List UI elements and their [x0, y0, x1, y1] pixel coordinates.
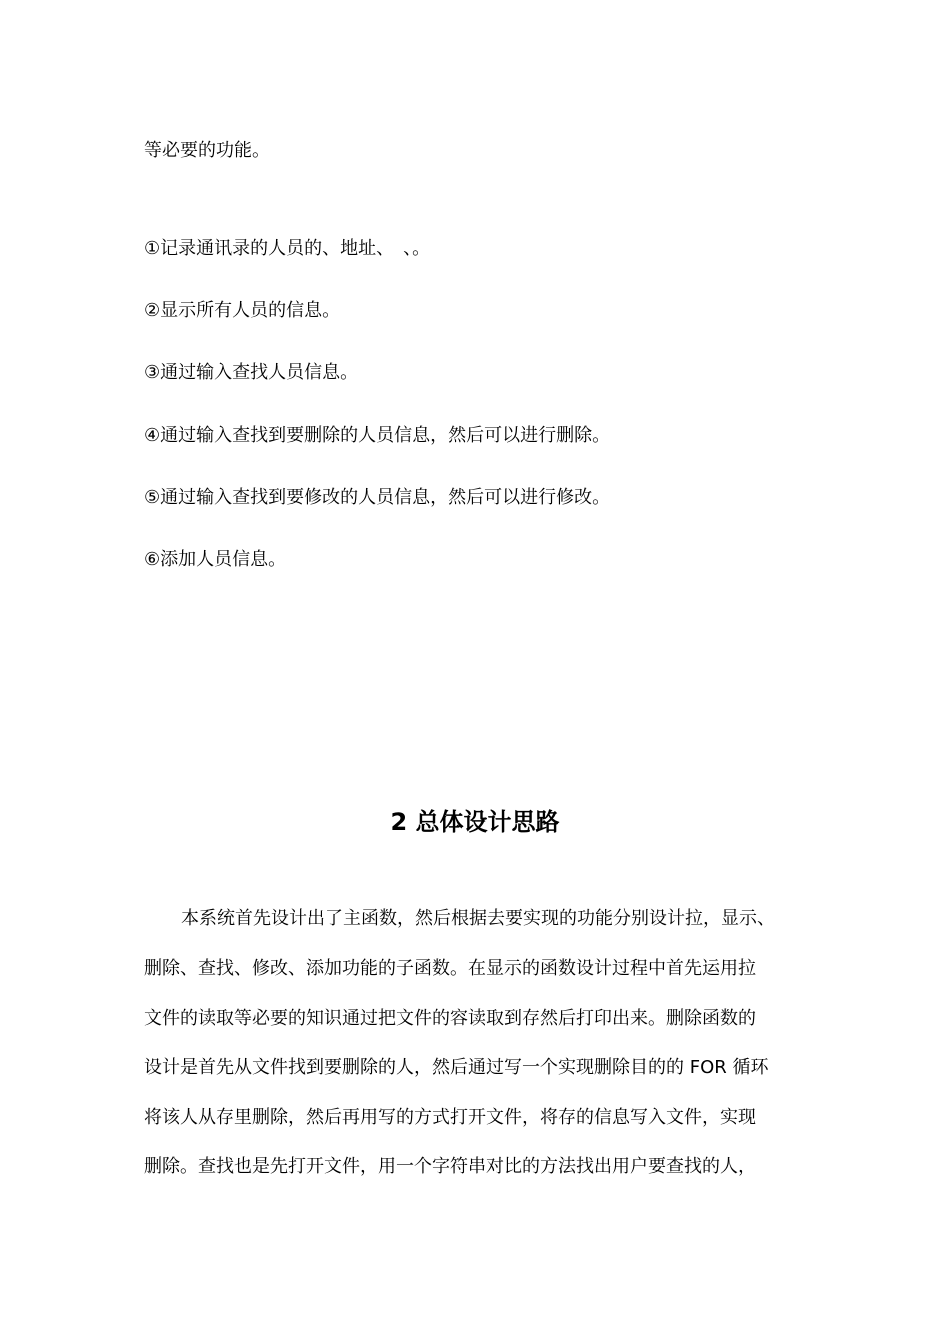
paragraph-line-2: 删除、查找、修改、添加功能的子函数。在显示的函数设计过程中首先运用拉 — [144, 958, 756, 979]
feature-item-2: ②显示所有人员的信息。 — [144, 300, 341, 321]
paragraph-line-4: 设计是首先从文件找到要删除的人，然后通过写一个实现删除目的的 FOR 循环 — [144, 1057, 769, 1078]
feature-item-6: ⑥添加人员信息。 — [144, 549, 287, 570]
paragraph-line-3: 文件的读取等必要的知识通过把文件的容读取到存然后打印出来。删除函数的 — [144, 1008, 756, 1029]
feature-item-1: ①记录通讯录的人员的、地址、 、。 — [144, 238, 431, 259]
paragraph-line-5: 将该人从存里删除，然后再用写的方式打开文件，将存的信息写入文件，实现 — [144, 1107, 756, 1128]
section-heading: 2 总体设计思路 — [390, 808, 560, 836]
intro-continuation: 等必要的功能。 — [144, 140, 270, 161]
paragraph-line-6: 删除。查找也是先打开文件，用一个字符串对比的方法找出用户要查找的人， — [144, 1156, 756, 1177]
feature-item-4: ④通过输入查找到要删除的人员信息，然后可以进行删除。 — [144, 425, 611, 446]
paragraph-line-1: 本系统首先设计出了主函数，然后根据去要实现的功能分别设计拉，显示、 — [181, 908, 775, 929]
feature-item-5: ⑤通过输入查找到要修改的人员信息，然后可以进行修改。 — [144, 487, 611, 508]
feature-item-3: ③通过输入查找人员信息。 — [144, 362, 359, 383]
